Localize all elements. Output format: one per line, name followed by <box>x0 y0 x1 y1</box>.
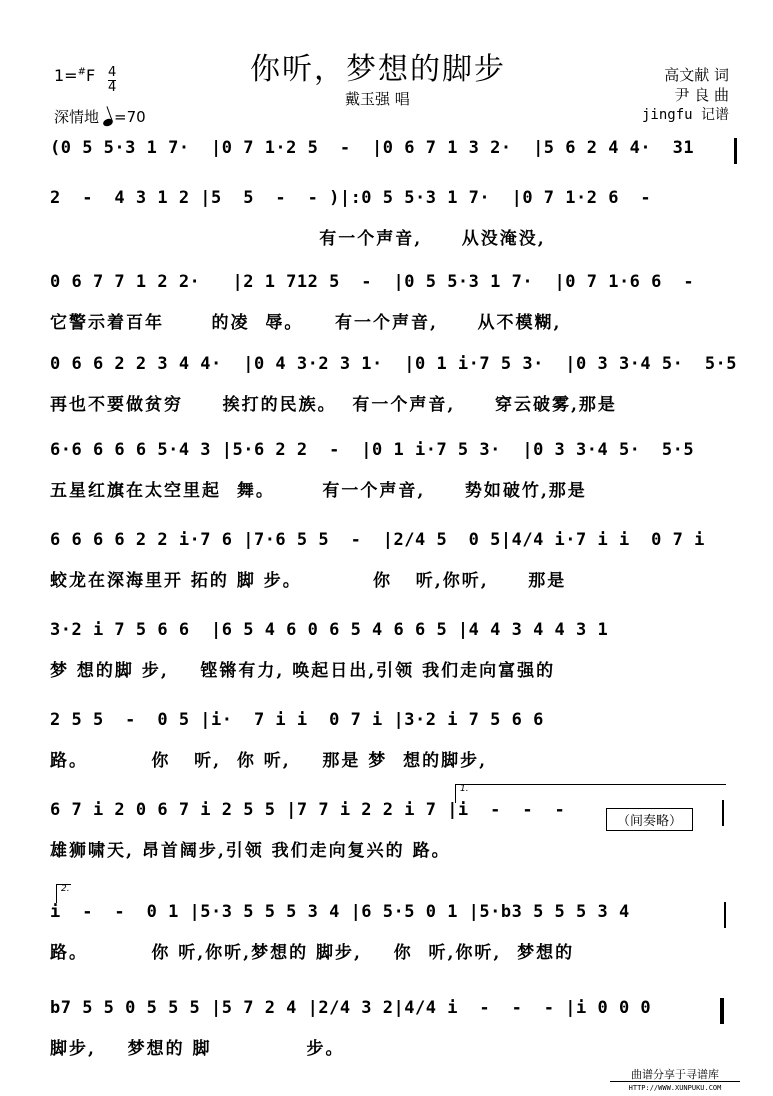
notation-line: 0 6 6 2 2 3 4 4· |0 4 3·2 3 1· |0 1 i·7 5 3· |0 3 3·4 5· 5·5 <box>50 354 738 374</box>
key-prefix: 1= <box>54 66 78 85</box>
composer-credit: 尹 良 曲 <box>674 86 729 104</box>
lyric-line: 雄狮啸天, 昂首阔步,引领 我们走向复兴的 路。 <box>50 841 451 861</box>
notation-line: b7 5 5 0 5 5 5 |5 7 2 4 |2/4 3 2|4/4 i - - - |i 0 0 0 <box>50 998 652 1018</box>
time-bottom: 4 <box>108 80 117 95</box>
page-title: 你听，梦想的脚步 <box>250 52 506 87</box>
notation-line: 3·2 i 7 5 6 6 |6 5 4 6 0 6 5 4 6 6 5 |4 4 3 4 4 3 1 <box>50 620 609 640</box>
tempo-marking <box>54 106 146 127</box>
notation-line: 6 7 i 2 0 6 7 i 2 5 5 |7 7 i 2 2 i 7 |i - - - <box>50 800 566 820</box>
lyric-line: 五星红旗在太空里起 舞。 有一个声音, 势如破竹,那是 <box>50 481 587 501</box>
volta-1 <box>455 784 726 803</box>
lyric-line: 蛟龙在深海里开 拓的 脚 步。 你 听,你听, 那是 <box>50 571 567 591</box>
notation-line: 0 6 7 7 1 2 2· |2 1 712 5 - |0 5 5·3 1 7· |0 7 1·6 6 - <box>50 272 695 292</box>
barline <box>724 902 726 928</box>
watermark <box>610 1068 740 1095</box>
tempo-value: =70 <box>114 108 146 126</box>
time-signature <box>108 66 116 95</box>
notation-line: 2 5 5 - 0 5 |i· 7 i i 0 7 i |3·2 i 7 5 6 6 <box>50 710 544 730</box>
lyricist-credit: 高文献 词 <box>664 66 729 84</box>
interlude-note: （间奏略） <box>606 808 693 831</box>
volta-1-label: 1. <box>460 784 469 794</box>
transcriber-credit: jingfu 记谱 <box>641 107 729 123</box>
watermark-site: 曲谱分享于寻谱库 <box>631 1068 719 1081</box>
lyric-line: 梦 想的脚 步, 铿锵有力, 唤起日出,引领 我们走向富强的 <box>50 661 556 681</box>
lyric-line: 有一个声音, 从没淹没, <box>50 229 546 249</box>
key-sharp: # <box>77 66 86 78</box>
repeat-barline <box>722 800 724 826</box>
final-barline <box>720 998 724 1024</box>
lyric-line: 路。 你 听, 你 听, 那是 梦 想的脚步, <box>50 751 488 771</box>
volta-2 <box>56 884 71 903</box>
notation-line: 2 - 4 3 1 2 |5 5 - - )|:0 5 5·3 1 7· |0 7 1·2 6 - <box>50 188 652 208</box>
singer-credit: 戴玉强 唱 <box>345 90 410 108</box>
quarter-note-icon <box>102 118 114 128</box>
watermark-url: HTTP://WWW.XUNPUKU.COM <box>610 1081 740 1095</box>
lyric-line: 再也不要做贫穷 挨打的民族。 有一个声音, 穿云破雾,那是 <box>50 395 617 415</box>
expression-text: 深情地 <box>54 108 100 126</box>
notation-line: 6 6 6 6 2 2 i·7 6 |7·6 5 5 - |2/4 5 0 5|4/4 i·7 i i 0 7 i <box>50 530 705 550</box>
barline <box>734 138 737 164</box>
notation-line: i - - 0 1 |5·3 5 5 5 3 4 |6 5·5 0 1 |5·b3 5 5 5 3 4 <box>50 902 630 922</box>
lyric-line: 它警示着百年 的凌 辱。 有一个声音, 从不模糊, <box>50 313 562 333</box>
key-letter: F <box>85 66 96 85</box>
lyric-line: 脚步, 梦想的 脚 步。 <box>50 1039 345 1059</box>
time-top: 4 <box>108 65 117 80</box>
notation-line: 6·6 6 6 6 5·4 3 |5·6 2 2 - |0 1 i·7 5 3· |0 3 3·4 5· 5·5 <box>50 440 695 460</box>
key-signature <box>54 66 95 85</box>
notation-line: (0 5 5·3 1 7· |0 7 1·2 5 - |0 6 7 1 3 2· |5 6 2 4 4· 31 <box>50 138 695 158</box>
volta-2-label: 2. <box>61 884 70 894</box>
lyric-line: 路。 你 听,你听,梦想的 脚步, 你 听,你听, 梦想的 <box>50 943 575 963</box>
